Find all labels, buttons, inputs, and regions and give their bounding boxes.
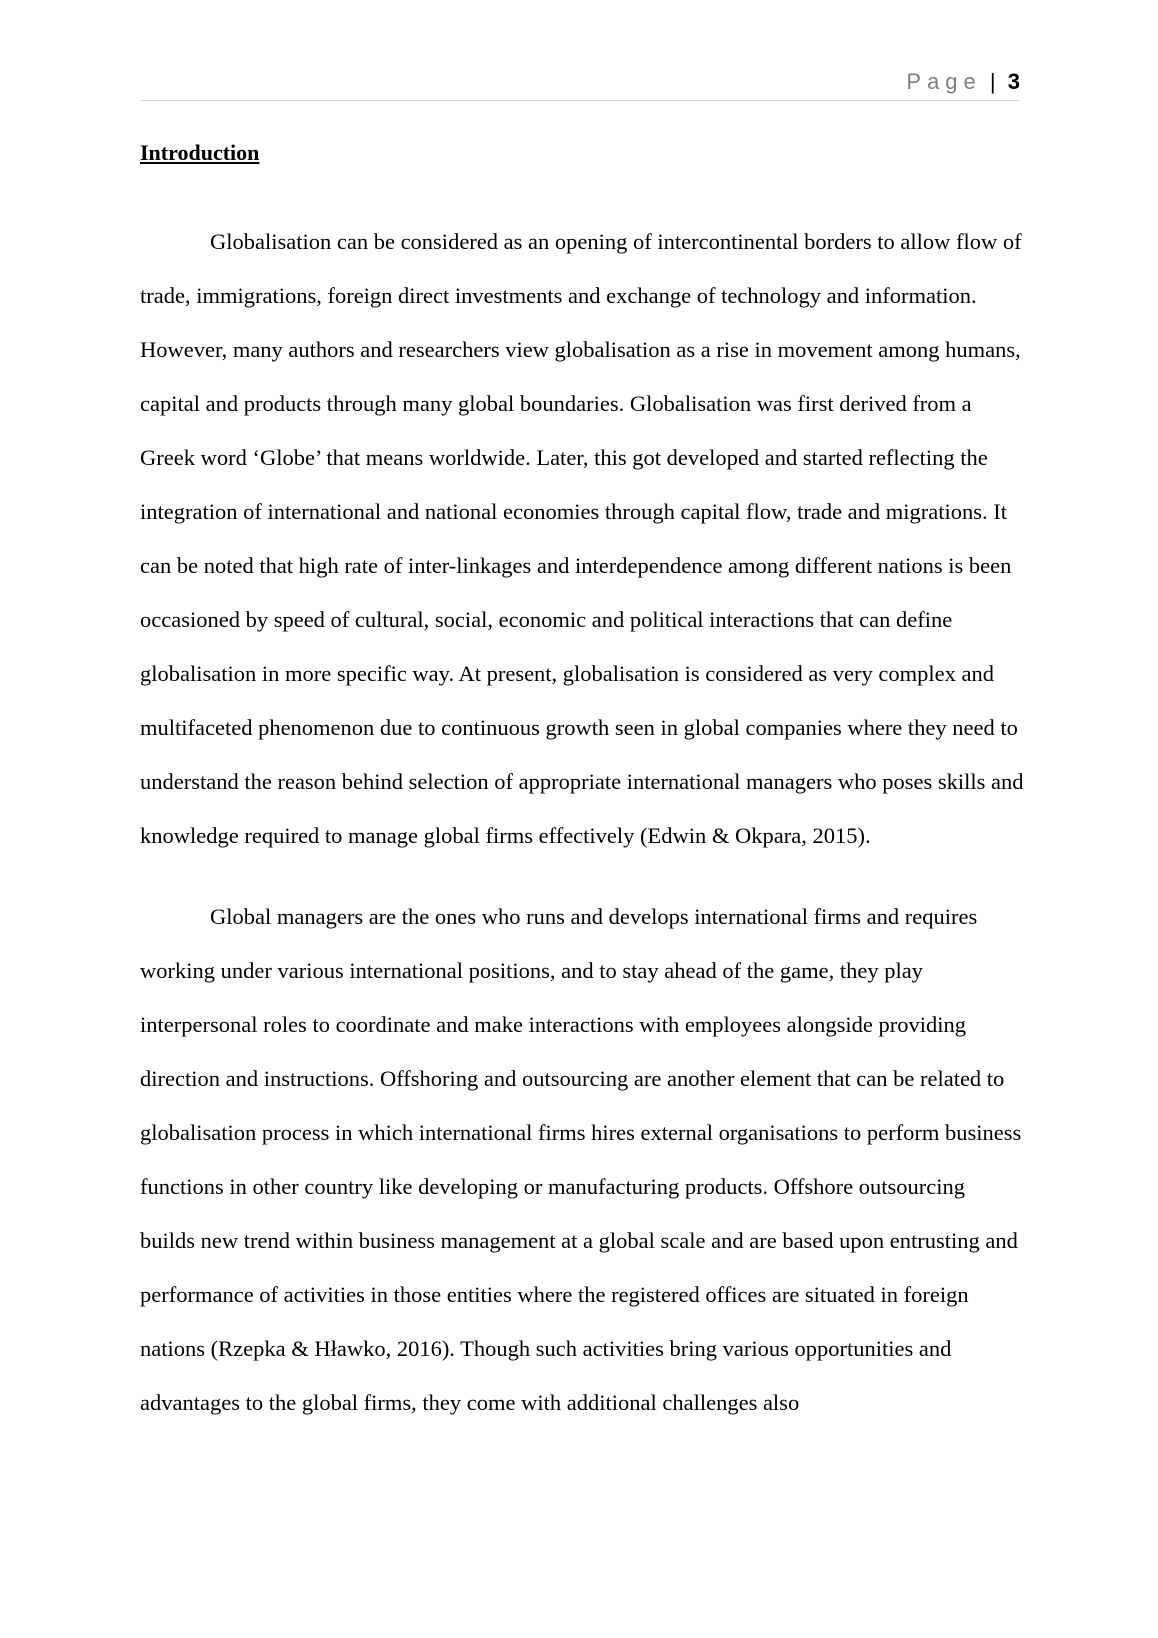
page-word: Page — [906, 69, 982, 94]
page-separator: | — [989, 69, 996, 94]
paragraph-2: Global managers are the ones who runs and develops international firms and requires working under various international positions, and to stay ahead of the game, they play interpersonal roles to coordinate and make interactions with employees alongside providing direction and instructions. Offshoring and outsourcing are another element that can be related to globalisation process in which international firms hires external organisations to perform business functions in other country like developing or manufacturing products. Offshore outsourcing builds new trend within business management at a global scale and are based upon entrusting and performance of activities in those entities where the registered offices are situated in foreign nations (Rzepka & Hławko, 2016). Though such activities bring various opportunities and advantages to the global firms, they come with additional challenges also — [140, 904, 1022, 1415]
page-number: 3 — [1007, 69, 1020, 94]
section-heading: Introduction — [140, 140, 260, 165]
page-header — [140, 68, 1020, 101]
paragraph-1: Globalisation can be considered as an opening of intercontinental borders to allow flow of trade, immigrations, foreign direct investments and exchange of technology and information. However, many authors and researchers view globalisation as a rise in movement among humans, capital and products through many global boundaries. Globalisation was first derived from a Greek word ‘Globe’ that means worldwide. Later, this got developed and started reflecting the integration of international and national economies through capital flow, trade and migrations. It can be noted that high rate of inter-linkages and interdependence among different nations is been occasioned by speed of cultural, social, economic and political interactions that can define globalisation in more specific way. At present, globalisation is considered as very complex and multifaceted phenomenon due to continuous growth seen in global companies where they need to understand the reason behind selection of appropriate international managers who poses skills and knowledge required to manage global firms effectively (Edwin & Okpara, 2015). — [140, 229, 1024, 848]
page-number-label — [906, 68, 1020, 96]
body-text — [140, 215, 1025, 1430]
